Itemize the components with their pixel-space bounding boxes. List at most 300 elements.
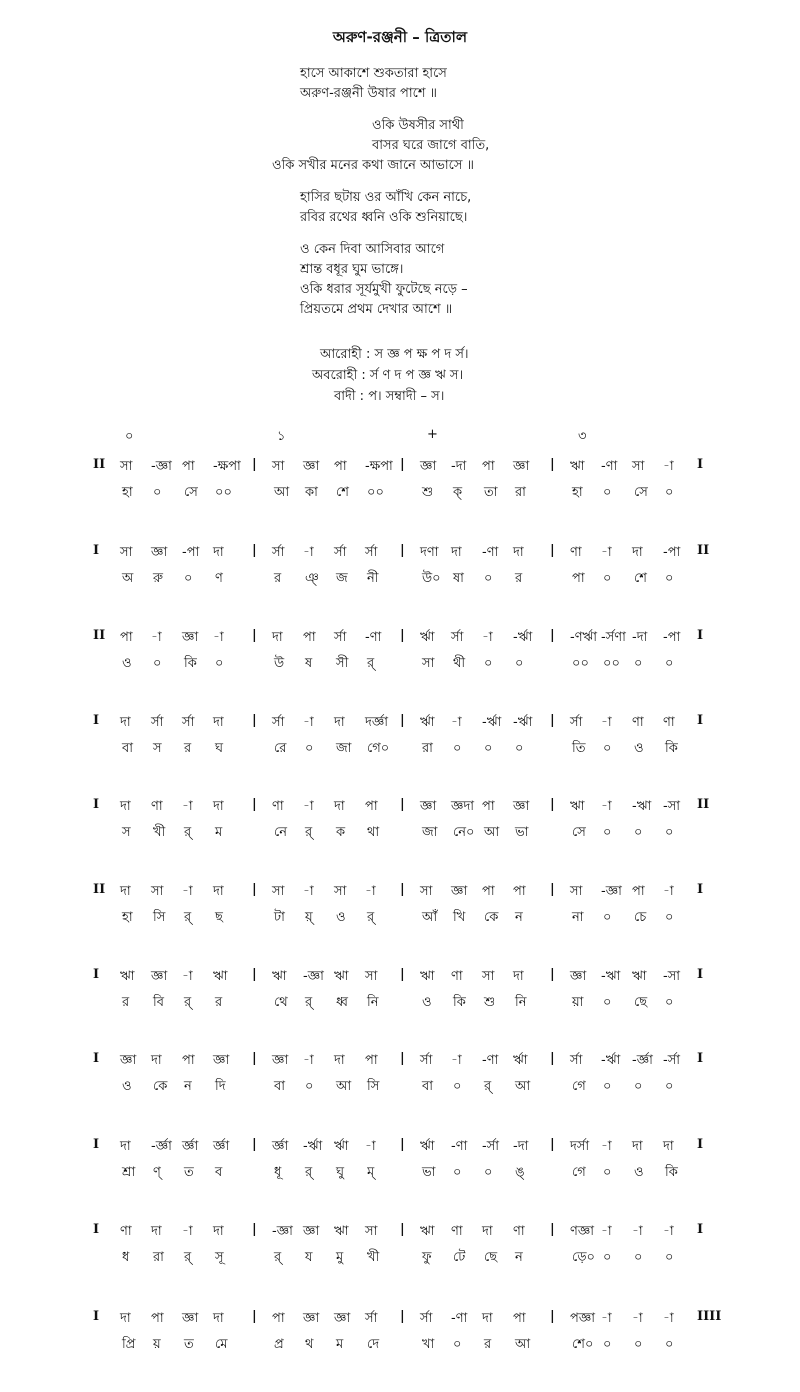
lyric-syllable: ০০ [572, 656, 589, 671]
swara: ঋা [120, 969, 135, 984]
swara: -া [182, 799, 193, 814]
lyric-syllable: ০ [305, 1079, 314, 1094]
lyric-syllable: ত [184, 1337, 194, 1352]
lyric-syllable: সে [572, 825, 586, 840]
swara: র্সা [365, 1311, 378, 1326]
swara: -দা [513, 1139, 529, 1154]
lyric-syllable: সি [153, 910, 166, 925]
lyric-syllable: ০ [603, 910, 612, 925]
swara: -ণা [482, 1053, 499, 1068]
vibhag-separator: | [550, 543, 555, 558]
swara: দা [334, 715, 345, 730]
vibhag-separator: | [550, 457, 555, 472]
lyric-syllable: হা [572, 485, 583, 500]
vibhag-separator: | [252, 882, 257, 897]
swara: ণা [663, 715, 675, 730]
aroho-line: আরোহী : স জ্ঞ প ক্ষ প দ র্স। [320, 347, 469, 362]
lyric-syllable: র্ [274, 1250, 282, 1265]
swara: -জ্ঞা [601, 884, 622, 899]
lyric-syllable: হা [122, 485, 133, 500]
end-barline: I [697, 1137, 704, 1152]
notation-row [0, 713, 800, 763]
swara: দা [632, 1139, 643, 1154]
notation-row [0, 1309, 800, 1359]
lyric-syllable: জা [336, 741, 352, 756]
lyric-syllable: ০ [603, 1250, 612, 1265]
lyric-syllable: দি [215, 1079, 226, 1094]
swara-line [0, 967, 800, 991]
lyric-syllable: স [153, 741, 162, 756]
lyric-syllable: ফু [422, 1250, 432, 1265]
swara: র্সা [334, 545, 347, 560]
lyric-syllable: প্রি [122, 1337, 136, 1352]
swara: ণা [570, 545, 582, 560]
vibhag-separator: | [550, 797, 555, 812]
lyric-syllable: ধ্ব [336, 995, 348, 1010]
vibhag-separator: | [252, 1222, 257, 1237]
lyric-syllable: ০ [603, 1079, 612, 1094]
vibhag-separator: | [550, 967, 555, 982]
swara: পা [482, 459, 495, 474]
vibhag-separator: | [400, 543, 405, 558]
swara: র্ঋা [334, 1139, 349, 1154]
lyric-syllable: ব [215, 1165, 223, 1180]
swara: দা [151, 1053, 162, 1068]
lyrics-stanza [272, 116, 560, 176]
swara: -ণা [451, 1311, 468, 1326]
lyric-syllable: য়া [572, 995, 584, 1010]
swara: -া [365, 1139, 376, 1154]
lyric-syllable-line [0, 908, 800, 932]
lyric-syllable: থী [453, 656, 466, 671]
lyric-syllable: ০ [665, 995, 674, 1010]
swara: পজ্ঞা [570, 1311, 596, 1326]
swara: দা [272, 630, 283, 645]
lyric-syllable: ০ [484, 571, 493, 586]
vibhag-separator: | [252, 457, 257, 472]
swara: -জ্ঞা [272, 1224, 293, 1239]
lyric-syllable: কে [153, 1079, 168, 1094]
swara: -া [663, 884, 674, 899]
lyric-syllable: ষ [305, 656, 313, 671]
lyric-syllable: ক্ [453, 485, 463, 500]
swara: -া [182, 1224, 193, 1239]
swara: দা [482, 1224, 493, 1239]
swara: -পা [663, 630, 681, 645]
swara: -র্ঋা [303, 1139, 323, 1154]
notation-row [0, 543, 800, 593]
swara: র্সা [451, 630, 464, 645]
swara: -া [601, 715, 612, 730]
swara: জ্ঞা [420, 799, 437, 814]
vibhag-separator: | [550, 628, 555, 643]
lyric-syllable: র্ [184, 995, 192, 1010]
swara: সা [365, 1224, 378, 1239]
lyric-syllable: ০ [453, 1079, 462, 1094]
swara: -া [151, 630, 162, 645]
swara: -া [182, 969, 193, 984]
lyric-syllable: আ [515, 1079, 531, 1094]
vibhag-separator: | [550, 1137, 555, 1152]
swara: -া [303, 884, 314, 899]
lyric-syllable: টে [453, 1250, 466, 1265]
lyric-syllable: ন [184, 1079, 192, 1094]
swara: জ্ঞা [334, 1311, 351, 1326]
start-barline: I [93, 713, 100, 728]
swara: -র্জ্ঞা [151, 1139, 172, 1154]
end-barline: IIII [697, 1309, 722, 1324]
swara: -র্সা [663, 1053, 681, 1068]
lyric-syllable: র [215, 995, 223, 1010]
swara: পা [120, 630, 133, 645]
lyric-syllable: ঙ্ [515, 1165, 525, 1180]
swara: দা [120, 884, 131, 899]
swara: -া [601, 1224, 612, 1239]
lyric-syllable: বা [422, 1079, 434, 1094]
lyric-syllable: কে [484, 910, 499, 925]
swara: -জ্ঞা [303, 969, 324, 984]
lyric-syllable: না [572, 910, 584, 925]
swara-line [0, 543, 800, 567]
swara: -া [601, 545, 612, 560]
swara: -সা [663, 969, 681, 984]
raga-info [312, 344, 469, 407]
lyric-syllable: ০ [634, 1337, 643, 1352]
swara: -র্ঋা [513, 715, 533, 730]
swara: -ণা [482, 545, 499, 560]
start-barline: I [93, 967, 100, 982]
swara: দা [213, 799, 224, 814]
vibhag-separator: | [550, 1222, 555, 1237]
swara: জ্ঞা [151, 969, 168, 984]
swara: দর্সা [570, 1139, 590, 1154]
vibhag-separator: | [252, 1137, 257, 1152]
notation-row [0, 1222, 800, 1272]
swara: ঋা [632, 969, 647, 984]
start-barline: I [93, 1051, 100, 1066]
swara: র্ঋা [420, 715, 435, 730]
lyric-syllable: নী [367, 571, 379, 586]
lyric-syllable-line [0, 1163, 800, 1187]
swara: -া [601, 1311, 612, 1326]
lyric-syllable: নে০ [453, 825, 475, 840]
swara: র্সা [570, 715, 583, 730]
lyric-syllable: র্ [184, 825, 192, 840]
vibhag-separator: | [400, 1137, 405, 1152]
swara: ঋা [570, 459, 585, 474]
lyric-syllable: ০ [665, 1337, 674, 1352]
notation-row [0, 628, 800, 678]
swara: দা [213, 884, 224, 899]
lyric-syllable: প্র [274, 1337, 284, 1352]
vibhag-separator: | [252, 797, 257, 812]
beat-mark: ১ [277, 429, 286, 444]
swara: দা [482, 1311, 493, 1326]
swara: সা [632, 459, 645, 474]
lyric-syllable: র [184, 741, 192, 756]
swara: জ্ঞা [213, 1053, 230, 1068]
page-title: অরুণ-রঞ্জনী – ত্রিতাল [332, 28, 468, 46]
lyric-syllable: ০ [665, 485, 674, 500]
lyric-syllable: ত [184, 1165, 194, 1180]
lyric-syllable: ০ [215, 656, 224, 671]
swara: ঋা [570, 799, 585, 814]
swara: জ্ঞা [303, 459, 320, 474]
swara: -ণর্ঋা [570, 630, 598, 645]
swara: ণা [513, 1224, 525, 1239]
lyric-line: ওকি ধরার সূর্যমুখী ফুটেছে নড়ে – [300, 282, 468, 297]
lyric-syllable-line [0, 1077, 800, 1101]
end-barline: I [697, 628, 704, 643]
lyric-syllable: ০ [453, 1337, 462, 1352]
lyric-syllable: র্ [184, 910, 192, 925]
start-barline: II [93, 628, 106, 643]
lyric-syllable-line [0, 654, 800, 678]
swara: পা [182, 459, 195, 474]
lyric-syllable: সে [634, 485, 648, 500]
lyric-syllable: টা [274, 910, 285, 925]
swara: সা [334, 884, 347, 899]
lyric-syllable: ঞ্ [305, 571, 319, 586]
swara: দা [663, 1139, 674, 1154]
swara: দা [334, 799, 345, 814]
lyric-line: ওকি সখীর মনের কথা জানে আভাসে ॥ [272, 158, 474, 173]
lyric-syllable: ও [634, 741, 644, 756]
lyric-line: অরুণ-রঞ্জনী উষার পাশে ॥ [300, 86, 437, 101]
swara: -া [632, 1224, 643, 1239]
swara: জ্ঞা [570, 969, 587, 984]
lyrics-stanza [300, 240, 560, 320]
swara: ঋা [420, 969, 435, 984]
lyric-syllable: কি [665, 1165, 678, 1180]
lyric-syllable: ০ [665, 571, 674, 586]
lyric-syllable: ০ [515, 656, 524, 671]
lyric-syllable: জা [422, 825, 438, 840]
lyric-syllable: আঁ [422, 910, 438, 925]
swara: র্সা [151, 715, 164, 730]
swara: -র্জ্ঞা [632, 1053, 653, 1068]
swara-line [0, 1051, 800, 1075]
swara: সা [151, 884, 164, 899]
lyric-syllable: বা [274, 1079, 286, 1094]
lyric-syllable: শু [422, 485, 434, 500]
swara: -পা [182, 545, 200, 560]
end-barline: I [697, 882, 704, 897]
swara-line [0, 1137, 800, 1161]
swara: ণা [451, 969, 463, 984]
swara: -া [451, 715, 462, 730]
swara: দণা [420, 545, 439, 560]
swara: -া [213, 630, 224, 645]
start-barline: II [93, 882, 106, 897]
swara: -া [303, 715, 314, 730]
swara: দা [213, 1311, 224, 1326]
swara: র্জ্ঞা [272, 1139, 289, 1154]
end-barline: II [697, 797, 710, 812]
swara: ঋা [213, 969, 228, 984]
swara: -ক্ষপা [213, 459, 241, 474]
vibhag-separator: | [550, 1051, 555, 1066]
swara: পা [334, 459, 347, 474]
lyric-syllable: জ [336, 571, 348, 586]
lyric-syllable: খী [153, 825, 166, 840]
lyric-syllable: ষা [453, 571, 464, 586]
swara: দা [120, 715, 131, 730]
swara-line [0, 882, 800, 906]
start-barline: II [93, 457, 106, 472]
beat-mark: ০ [125, 429, 134, 444]
swara: র্ঋা [513, 1053, 528, 1068]
swara: -া [451, 1053, 462, 1068]
lyrics-block [272, 64, 560, 332]
swara: র্সা [272, 715, 285, 730]
avaroho-line: অবরোহী : র্স ণ দ প জ্ঞ ঋ স। [312, 368, 464, 383]
lyric-syllable: বি [153, 995, 164, 1010]
swara: দা [120, 1311, 131, 1326]
swara: -া [663, 459, 674, 474]
lyric-syllable: ০ [484, 741, 493, 756]
lyric-syllable: থে [274, 995, 288, 1010]
vibhag-separator: | [400, 882, 405, 897]
lyric-syllable: ০ [603, 825, 612, 840]
swara: সা [482, 969, 495, 984]
lyric-syllable: নি [515, 995, 527, 1010]
lyric-syllable: ০ [153, 485, 162, 500]
swara: জ্ঞা [151, 545, 168, 560]
lyric-syllable: শ্রা [122, 1165, 136, 1180]
lyric-syllable: ও [336, 910, 346, 925]
vibhag-separator: | [252, 967, 257, 982]
lyric-syllable-line [0, 739, 800, 763]
swara: জ্ঞা [513, 459, 530, 474]
swara: -ণা [451, 1139, 468, 1154]
swara: -ঋা [601, 969, 621, 984]
lyric-line: রবির রথের ধ্বনি ওকি শুনিয়াছে। [300, 210, 468, 225]
lyric-syllable: দে [367, 1337, 380, 1352]
vibhag-separator: | [400, 1222, 405, 1237]
vibhag-separator: | [400, 713, 405, 728]
lyric-line: ও কেন দিবা আসিবার আগে [300, 242, 445, 257]
lyric-syllable: র্ [305, 1165, 313, 1180]
swara: -া [601, 799, 612, 814]
swara: সা [272, 459, 285, 474]
swara: জ্ঞা [303, 1224, 320, 1239]
lyric-syllable: সি [367, 1079, 380, 1094]
vibhag-separator: | [252, 543, 257, 558]
lyric-syllable: সা [422, 656, 435, 671]
swara: জ্ঞা [451, 884, 468, 899]
lyric-syllable: ০ [603, 1337, 612, 1352]
lyric-syllable: ০ [184, 571, 193, 586]
vibhag-separator: | [400, 1309, 405, 1324]
swara: দা [120, 1139, 131, 1154]
swara-line [0, 628, 800, 652]
lyric-syllable: খী [367, 1250, 380, 1265]
lyric-line: শ্রান্ত বধূর ঘুম ভাঙ্গে। [300, 262, 404, 277]
lyric-syllable: শে০ [572, 1337, 594, 1352]
lyric-syllable: ন [515, 910, 523, 925]
lyric-syllable: য [305, 1250, 313, 1265]
swara: দা [213, 1224, 224, 1239]
start-barline: I [93, 1222, 100, 1237]
lyric-syllable-line [0, 823, 800, 847]
swara: জ্ঞা [420, 459, 437, 474]
swara: র্সা [570, 1053, 583, 1068]
swara: -া [482, 630, 493, 645]
swara: ঋা [420, 1224, 435, 1239]
lyric-syllable: অ [122, 571, 134, 586]
lyric-syllable: র্ [184, 1250, 192, 1265]
swara: র্ঋা [420, 1139, 435, 1154]
lyric-syllable: ও [422, 995, 432, 1010]
swara: -ক্ষপা [365, 459, 393, 474]
swara: ণা [151, 799, 163, 814]
swara: -া [365, 884, 376, 899]
swara: পা [272, 1311, 285, 1326]
lyric-syllable: কা [305, 485, 318, 500]
lyric-syllable: রা [515, 485, 526, 500]
end-barline: I [697, 713, 704, 728]
lyric-syllable: ০ [634, 1250, 643, 1265]
lyric-syllable: রা [153, 1250, 164, 1265]
notation-row [0, 457, 800, 507]
lyric-syllable: ০ [665, 910, 674, 925]
lyric-syllable: কি [453, 995, 466, 1010]
swara: দা [151, 1224, 162, 1239]
swara: পা [632, 884, 645, 899]
swara: সা [120, 545, 133, 560]
lyric-syllable: আ [484, 825, 500, 840]
swara: -ণা [601, 459, 618, 474]
lyric-syllable: মে [215, 1337, 228, 1352]
lyric-line: হাসির ছটায় ওর আঁখি কেন নাচে, [300, 190, 472, 205]
lyric-syllable: ঘ [215, 741, 224, 756]
lyric-syllable: শু [484, 995, 496, 1010]
start-barline: I [93, 543, 100, 558]
vibhag-separator: | [550, 882, 555, 897]
swara: ণা [272, 799, 284, 814]
swara: -া [303, 545, 314, 560]
lyric-syllable: ০ [484, 656, 493, 671]
lyric-syllable: নে [274, 825, 288, 840]
swara: -া [303, 799, 314, 814]
lyric-syllable: ০০ [603, 656, 620, 671]
lyric-syllable-line [0, 483, 800, 507]
end-barline: I [697, 1051, 704, 1066]
swara: -া [303, 1053, 314, 1068]
swara: পা [482, 799, 495, 814]
lyric-syllable: র্ [484, 1079, 492, 1094]
lyric-syllable: র [274, 571, 282, 586]
lyric-syllable: ড়ে০ [572, 1250, 596, 1265]
lyric-syllable-line [0, 993, 800, 1017]
lyric-line: হাসে আকাশে শুকতারা হাসে [300, 66, 447, 81]
vibhag-separator: | [252, 1051, 257, 1066]
lyric-syllable: ০ [665, 1250, 674, 1265]
lyric-syllable: ম [215, 825, 223, 840]
lyric-syllable: ০ [634, 1079, 643, 1094]
lyric-syllable: ও [122, 656, 132, 671]
lyric-syllable: মু [336, 1250, 344, 1265]
swara: দা [213, 715, 224, 730]
swara: -র্সা [482, 1139, 500, 1154]
lyric-syllable: ঘু [336, 1165, 345, 1180]
vibhag-separator: | [400, 628, 405, 643]
lyric-syllable: ণ [215, 571, 223, 586]
start-barline: I [93, 797, 100, 812]
lyric-syllable: শে [336, 485, 349, 500]
lyric-syllable: ০ [453, 1165, 462, 1180]
